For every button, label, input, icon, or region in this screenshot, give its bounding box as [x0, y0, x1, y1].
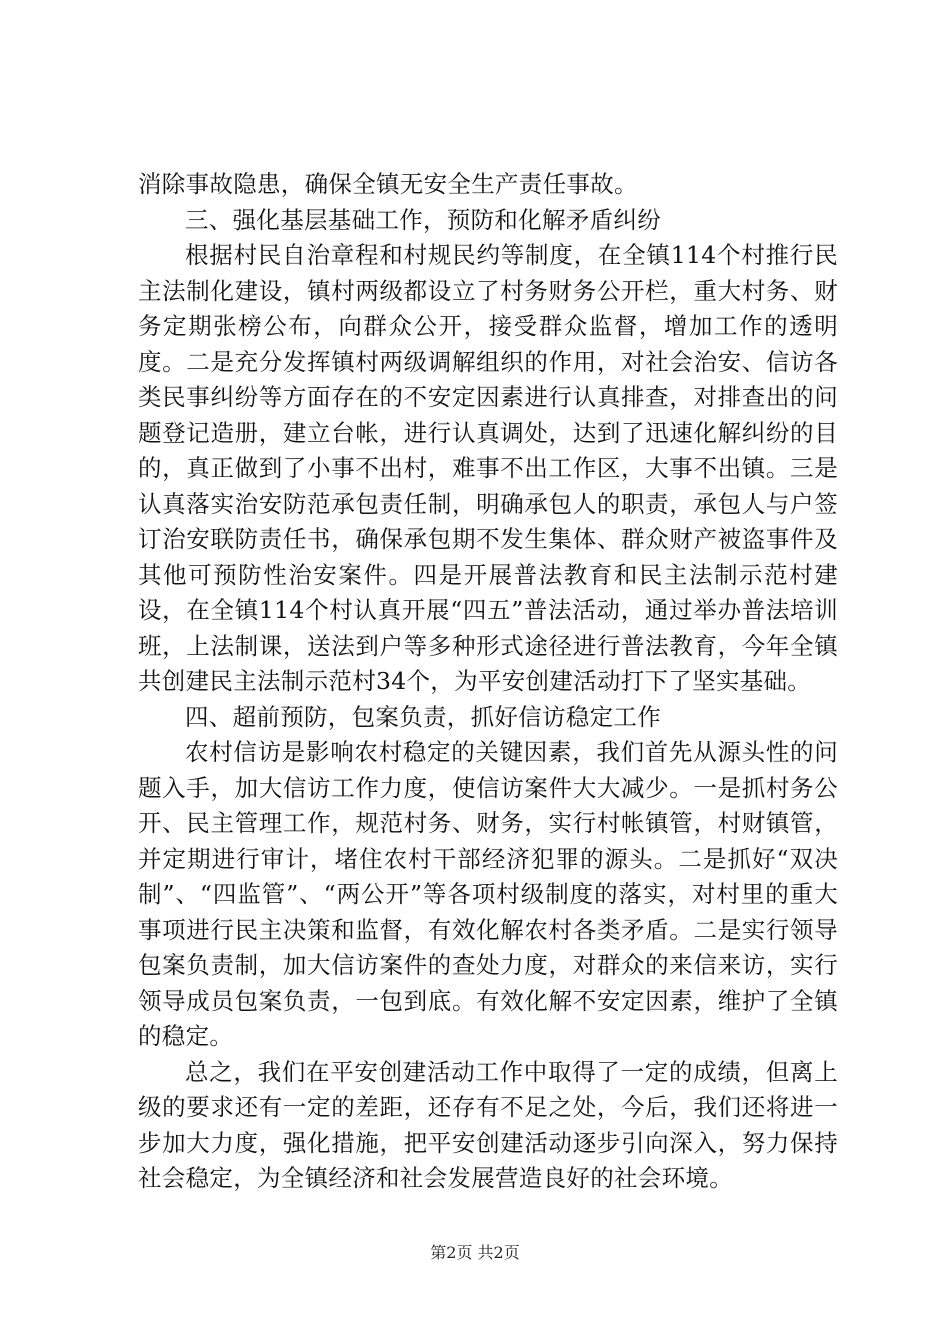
paragraph-conclusion: 总之，我们在平安创建活动工作中取得了一定的成绩，但离上级的要求还有一定的差距，还存有不足之处，今后，我们还将进一步加大力度，强化措施，把平安创建活动逐步引向深入，努力保持社会稳定，为全镇经济和社会发展营造良好的社会环境。	[138, 1057, 838, 1192]
section-heading-3: 三、强化基层基础工作，预防和化解矛盾纠纷	[185, 205, 661, 234]
paragraph-section-3-body: 根据村民自治章程和村规民约等制度，在全镇114个村推行民主法制化建设，镇村两级都设立了村务财务公开栏，重大村务、财务定期张榜公布，向群众公开，接受群众监督，增加工作的透明度。二是充分发挥镇村两级调解组织的作用，对社会治安、信访各类民事纠纷等方面存在的不安定因素进行认真排查，对排查出的问题登记造册，建立台帐，进行认真调处，达到了迅速化解纠纷的目的，真正做到了小事不出村，难事不出工作区，大事不出镇。三是认真落实治安防范承包责任制，明确承包人的职责，承包人与户签订治安联防责任书，确保承包期不发生集体、群众财产被盗事件及其他可预防性治安案件。四是开展普法教育和民主法制示范村建设，在全镇114个村认真开展“四五”普法活动，通过举办普法培训班，上法制课，送法到户等多种形式途径进行普法教育，今年全镇共创建民主法制示范村34个，为平安创建活动打下了坚实基础。	[138, 241, 838, 695]
paragraph-continuation: 消除事故隐患，确保全镇无安全生产责任事故。	[138, 170, 638, 198]
section-heading-4: 四、超前预防，包案负责，抓好信访稳定工作	[185, 702, 661, 731]
paragraph-section-4-body: 农村信访是影响农村稳定的关键因素，我们首先从源头性的问题入手，加大信访工作力度，使信访案件大大减少。一是抓村务公开、民主管理工作，规范村务、财务，实行村帐镇管，村财镇管，并定期进行审计，堵住农村干部经济犯罪的源头。二是抓好“双决制”、“四监管”、“两公开”等各项村级制度的落实，对村里的重大事项进行民主决策和监督，有效化解农村各类矛盾。二是实行领导包案负责制，加大信访案件的查处力度，对群众的来信来访，实行领导成员包案负责，一包到底。有效化解不安定因素，维护了全镇的稳定。	[138, 738, 838, 1050]
page-footer: 第2页 共2页	[430, 1243, 520, 1262]
document-body	[138, 167, 838, 1197]
